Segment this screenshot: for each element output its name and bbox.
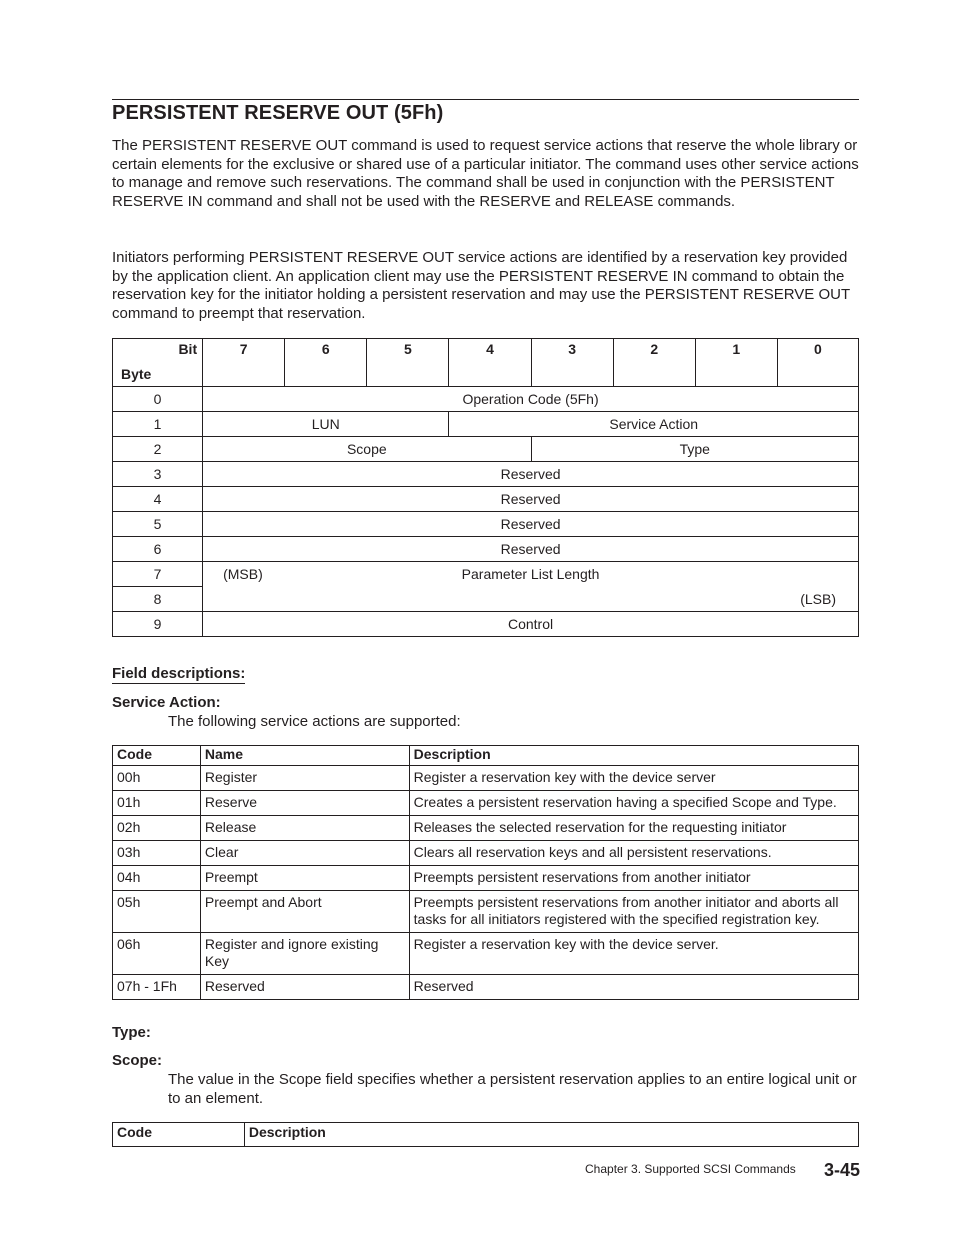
cdb-row [113, 437, 859, 462]
bit-6: 6 [285, 339, 367, 387]
name-cell: Register [200, 766, 409, 791]
code-cell: 05h [113, 891, 201, 933]
description-header: Description [244, 1123, 858, 1147]
table-row [113, 933, 859, 975]
cdb-row [113, 537, 859, 562]
cdb-row [113, 487, 859, 512]
byte-number: 0 [113, 387, 203, 412]
type-field: Type [531, 437, 858, 462]
description-cell: Preempts persistent reservations from another initiator and aborts all tasks for all initiators registered with the specified registration key. [409, 891, 858, 933]
code-cell: 03h [113, 841, 201, 866]
name-cell: Clear [200, 841, 409, 866]
code-cell: 06h [113, 933, 201, 975]
bit-0: 0 [777, 339, 858, 387]
cdb-row [113, 562, 859, 587]
table-row [113, 766, 859, 791]
code-header: Code [113, 746, 201, 766]
description-cell: Register a reservation key with the device server [409, 766, 858, 791]
byte-number: 8 [113, 587, 203, 612]
type-heading: Type: [112, 1024, 151, 1041]
code-cell: 04h [113, 866, 201, 891]
bit-5: 5 [367, 339, 449, 387]
bit-4: 4 [449, 339, 531, 387]
code-cell: 01h [113, 791, 201, 816]
table-row [113, 891, 859, 933]
cdb-table [112, 338, 859, 637]
cdb-row [113, 387, 859, 412]
bit-1: 1 [695, 339, 777, 387]
scope-header-row [113, 1123, 859, 1147]
code-header: Code [113, 1123, 245, 1147]
byte-number: 6 [113, 537, 203, 562]
footer-chapter: Chapter 3. Supported SCSI Commands [585, 1162, 796, 1176]
byte-number: 4 [113, 487, 203, 512]
description-header: Description [409, 746, 858, 766]
name-cell: Release [200, 816, 409, 841]
name-cell: Reserve [200, 791, 409, 816]
service-action-intro: The following service actions are supported: [168, 713, 461, 730]
service-action-table [112, 745, 859, 1000]
reserved-field: Reserved [203, 512, 859, 537]
page-title: PERSISTENT RESERVE OUT (5Fh) [112, 102, 444, 124]
cdb-row [113, 462, 859, 487]
cdb-header-row [113, 339, 859, 387]
name-header: Name [200, 746, 409, 766]
bit-7: 7 [203, 339, 285, 387]
service-action-heading: Service Action: [112, 694, 221, 711]
bit-byte-header [113, 339, 203, 387]
title-rule [112, 99, 859, 100]
bit-label: Bit [178, 341, 198, 357]
byte-number: 2 [113, 437, 203, 462]
table-row [113, 975, 859, 1000]
byte-label: Byte [121, 366, 152, 382]
byte-number: 1 [113, 412, 203, 437]
code-cell: 07h - 1Fh [113, 975, 201, 1000]
name-cell: Register and ignore existing Key [200, 933, 409, 975]
parameter-list-length-field [203, 562, 859, 612]
parameter-list-length-label: Parameter List Length [461, 566, 600, 582]
intro-paragraph: The PERSISTENT RESERVE OUT command is used to request service actions that reserve the whole library or certain elements for the exclusive or shared use of a particular initiator. The command uses other service actions to manage and remove such reservations. The command shall be used in conjunction with the PERSISTENT RESERVE IN command and shall not be used with the RESERVE and RELEASE commands. [112, 137, 859, 211]
cdb-row [113, 612, 859, 637]
name-cell: Preempt and Abort [200, 891, 409, 933]
service-action-header-row [113, 746, 859, 766]
description-cell: Creates a persistent reservation having a specified Scope and Type. [409, 791, 858, 816]
scope-table [112, 1122, 859, 1147]
bit-3: 3 [531, 339, 613, 387]
lsb-label: (LSB) [800, 591, 836, 607]
scope-description: The value in the Scope field specifies whether a persistent reservation applies to an entire logical unit or to an element. [168, 1071, 857, 1107]
byte-number: 7 [113, 562, 203, 587]
byte-number: 9 [113, 612, 203, 637]
scope-field: Scope [203, 437, 531, 462]
description-cell: Clears all reservation keys and all persistent reservations. [409, 841, 858, 866]
bit-2: 2 [613, 339, 695, 387]
msb-label: (MSB) [223, 566, 263, 582]
operation-code-field: Operation Code (5Fh) [203, 387, 859, 412]
code-cell: 02h [113, 816, 201, 841]
reserved-field: Reserved [203, 537, 859, 562]
table-row [113, 816, 859, 841]
field-descriptions-heading: Field descriptions: [112, 665, 246, 682]
description-cell: Preempts persistent reservations from another initiator [409, 866, 858, 891]
name-cell: Preempt [200, 866, 409, 891]
reserved-field: Reserved [203, 462, 859, 487]
initiators-paragraph: Initiators performing PERSISTENT RESERVE OUT service actions are identified by a reservation key provided by the application client. An application client may use the PERSISTENT RESERVE IN command to obtain the reservation key for the initiator holding a persistent reservation and may use the PERSISTENT RESERVE OUT command to preempt that reservation. [112, 249, 850, 323]
table-row [113, 866, 859, 891]
control-field: Control [203, 612, 859, 637]
byte-number: 3 [113, 462, 203, 487]
description-cell: Releases the selected reservation for the requesting initiator [409, 816, 858, 841]
cdb-row [113, 412, 859, 437]
table-row [113, 791, 859, 816]
scope-heading: Scope: [112, 1052, 163, 1069]
lun-field: LUN [203, 412, 449, 437]
service-action-field: Service Action [449, 412, 859, 437]
byte-number: 5 [113, 512, 203, 537]
description-cell: Register a reservation key with the device server. [409, 933, 858, 975]
page-number: 3-45 [824, 1160, 861, 1180]
reserved-field: Reserved [203, 487, 859, 512]
description-cell: Reserved [409, 975, 858, 1000]
name-cell: Reserved [200, 975, 409, 1000]
table-row [113, 841, 859, 866]
cdb-row [113, 512, 859, 537]
code-cell: 00h [113, 766, 201, 791]
